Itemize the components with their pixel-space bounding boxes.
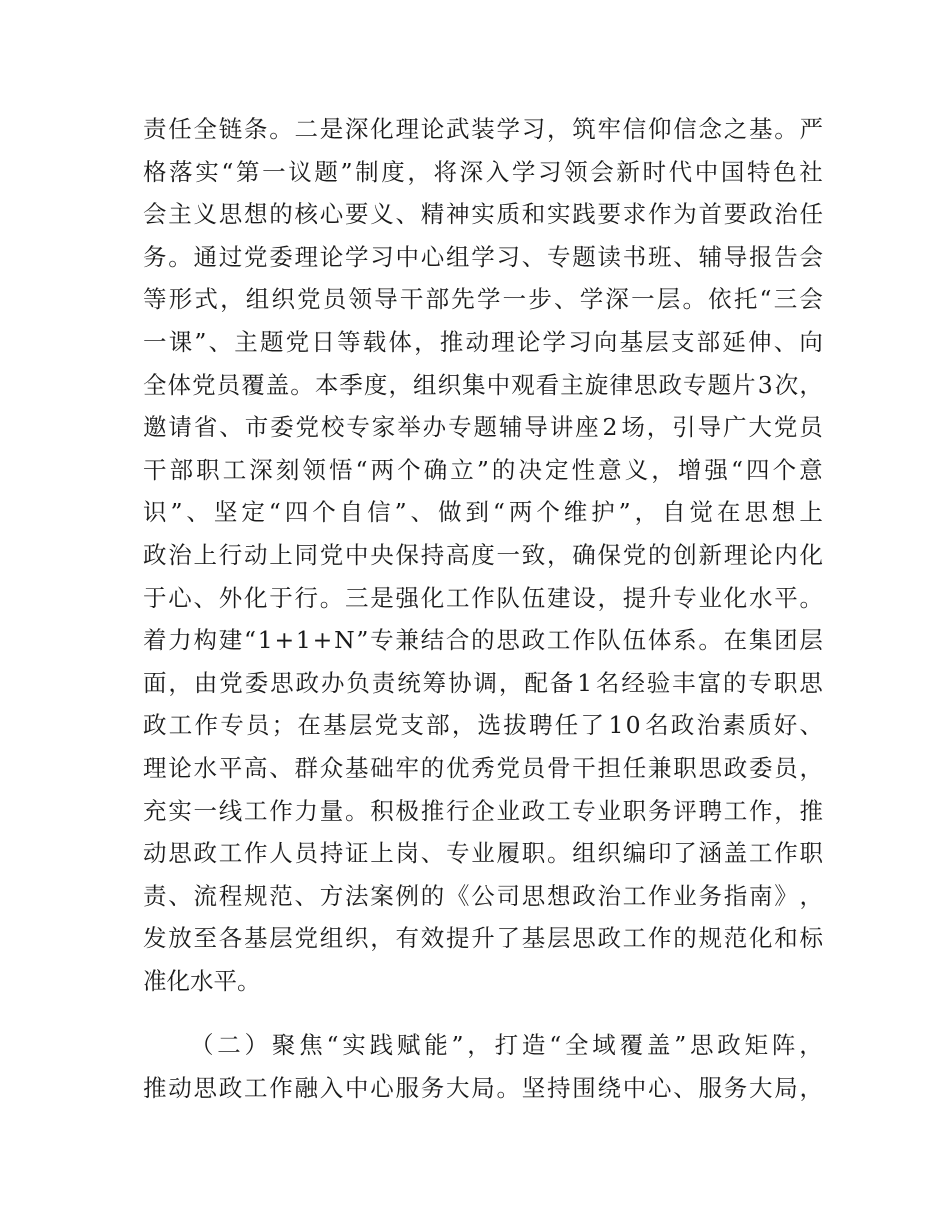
document-body [143,108,823,1110]
text-line: 于 心 、 外 化 于 行 。 三 是 强 化 工 作 队 伍 建 设 ， 提 升 专 业 化 水 平 。 [143,583,823,612]
text-line: 政 治 上 行 动 上 同 党 中 央 保 持 高 度 一 致 ， 确 保 党 的 创 新 理 论 内 化 [143,540,823,569]
text-line: 一 课 ” 、 主 题 党 日 等 载 体 ， 推 动 理 论 学 习 向 基 层 支 部 延 伸 、 向 [143,327,823,356]
text-line: 准化水平。 [143,966,261,995]
text-line: 格 落 实 “ 第 一 议 题 ” 制 度 ， 将 深 入 学 习 领 会 新 时 代 中 国 特 色 社 [143,157,823,186]
text-line: 等 形 式 ， 组 织 党 员 领 导 干 部 先 学 一 步 、 学 深 一 层 。 依 托 “ 三 会 [143,285,823,314]
text-line: 推 动 思 政 工 作 融 入 中 心 服 务 大 局 。 坚 持 围 绕 中 心 、 服 务 大 局 ， [143,1074,823,1103]
paragraph-1 [143,108,823,1002]
text-line: 理 论 水 平 高 、 群 众 基 础 牢 的 优 秀 党 员 骨 干 担 任 兼 职 思 政 委 员 ， [143,753,823,782]
text-line: 着 力 构 建 “ 1 + 1 + N ” 专 兼 结 合 的 思 政 工 作 队 伍 体 系 。 在 集 团 层 [143,626,823,655]
text-line: 责 任 全 链 条 。 二 是 深 化 理 论 武 装 学 习 ， 筑 牢 信 仰 信 念 之 基 。 严 [143,115,823,143]
text-line: 动 思 政 工 作 人 员 持 证 上 岗 、 专 业 履 职 。 组 织 编 印 了 涵 盖 工 作 职 [143,839,823,868]
text-line: 充 实 一 线 工 作 力 量 。 积 极 推 行 企 业 政 工 专 业 职 务 评 聘 工 作 ， 推 [143,796,823,825]
paragraph-2 [143,1024,823,1109]
text-line: 干 部 职 工 深 刻 领 悟 “ 两 个 确 立 ” 的 决 定 性 意 义 ， 增 强 “ 四 个 意 [143,455,823,484]
text-line: 责 、 流 程 规 范 、 方 法 案 例 的 《 公 司 思 想 政 治 工 作 业 务 指 南 》 ， [143,881,823,910]
text-line: 务 。 通 过 党 委 理 论 学 习 中 心 组 学 习 、 专 题 读 书 班 、 辅 导 报 告 会 [143,242,823,271]
text-line: 邀 请 省 、 市 委 党 校 专 家 举 办 专 题 辅 导 讲 座 2 场 ， 引 导 广 大 党 员 [143,413,823,442]
text-line: 全 体 党 员 覆 盖 。 本 季 度 ， 组 织 集 中 观 看 主 旋 律 思 政 专 题 片 3 次 ， [143,370,823,399]
text-line: 政 工 作 专 员 ； 在 基 层 党 支 部 ， 选 拔 聘 任 了 1 0 名 政 治 素 质 好 、 [143,711,823,740]
text-line: 面 ， 由 党 委 思 政 办 负 责 统 筹 协 调 ， 配 备 1 名 经 验 丰 富 的 专 职 思 [143,668,823,697]
text-line: 会 主 义 思 想 的 核 心 要 义 、 精 神 实 质 和 实 践 要 求 作 为 首 要 政 治 任 [143,200,823,229]
paragraph-gap [143,1002,823,1024]
text-line: 发 放 至 各 基 层 党 组 织 ， 有 效 提 升 了 基 层 思 政 工 作 的 规 范 化 和 标 [143,924,823,953]
text-line: 识 ” 、 坚 定 “ 四 个 自 信 ” 、 做 到 “ 两 个 维 护 ” ， 自 觉 在 思 想 上 [143,498,823,527]
text-line: （ 二 ） 聚 焦 “ 实 践 赋 能 ” ， 打 造 “ 全 域 覆 盖 ” 思 政 矩 阵 ， [190,1031,823,1060]
